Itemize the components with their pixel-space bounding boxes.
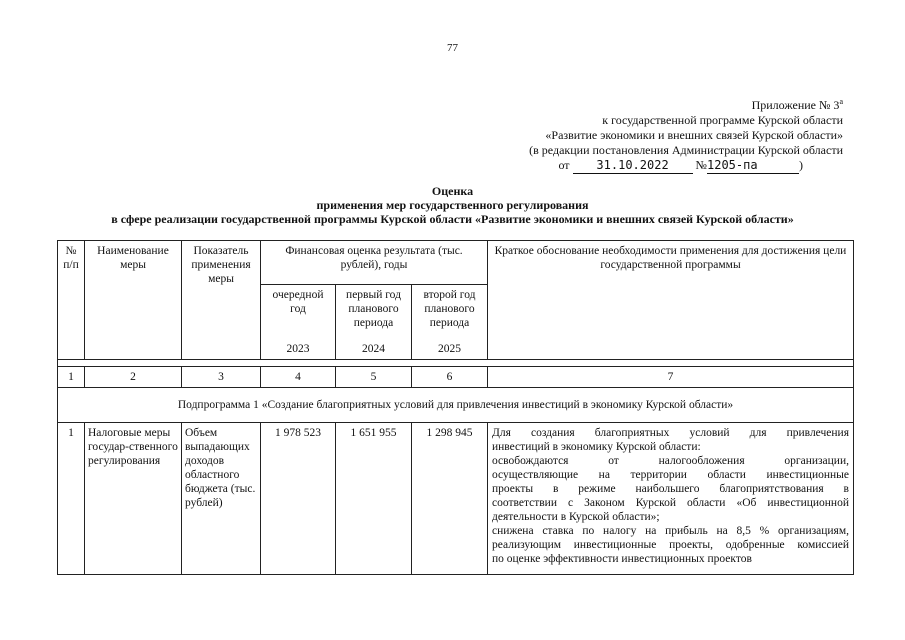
justification-line: по оценке эффективности инвестиционных проектов [492,553,752,565]
row-value-2025: 1 298 945 [412,423,488,575]
header-spacer [58,360,854,367]
resolution-number: 1205-па [707,158,799,174]
appendix-line-4: (в редакции постановления Администрации Курской области [529,143,843,157]
year-period-label: очередной год [272,289,324,315]
year-label: 2023 [286,343,310,355]
justification-line: деятельности в Курской области»; [492,511,660,523]
header-justification: Краткое обоснование необходимости применения для достижения цели государственной программы [488,241,854,360]
resolution-date: 31.10.2022 [573,158,693,174]
header-year-2024 [336,285,412,360]
row-num: 1 [58,423,85,575]
year-period-label: первый год планового периода [346,289,401,329]
subprogram-row: Подпрограмма 1 «Создание благоприятных условий для привлечения инвестиций в экономику Курской области» [58,388,854,423]
justification-line: Для создания благоприятных условий для привлечения [492,427,849,439]
row-measure-name: Налоговые меры государ-ственного регулирования [85,423,182,575]
appendix-line-3: «Развитие экономики и внешних связей Курской области» [545,128,843,142]
justification-line: освобождаются от налогообложения организации, [492,455,849,467]
header-year-2025 [412,285,488,360]
row-justification [488,423,854,575]
column-number: 6 [412,367,488,388]
header-name: Наименование меры [85,241,182,360]
justification-line: инвестиций в экономику Курской области: [492,441,701,453]
row-value-2024: 1 651 955 [336,423,412,575]
row-value-2023: 1 978 523 [261,423,336,575]
appendix-header [483,94,843,174]
column-number: 1 [58,367,85,388]
appendix-superscript: а [839,97,843,106]
appendix-title [483,94,843,113]
document-title [0,184,905,226]
year-period-label: второй год планового периода [423,289,476,329]
title-line-3: в сфере реализации государственной программы Курской области «Развитие экономики и внешних связей Курской области» [111,212,794,226]
appendix-line-2: к государственной программе Курской области [602,113,843,127]
justification-line: проекты в режиме наибольшего благоприятствования в [492,483,849,495]
title-line-1: Оценка [431,184,474,198]
justification-line: снижена ставка по налогу на прибыль на 8,5 % организациям, [492,525,849,537]
title-line-2: применения мер государственного регулирования [316,198,589,212]
column-number: 4 [261,367,336,388]
header-year-2023 [261,285,336,360]
justification-line: осуществляющие на территории области инвестиционные [492,469,849,481]
close-paren: ) [799,158,803,172]
appendix-date-number [483,158,803,174]
justification-line: реализующим инвестиционные проекты, одобренные комиссией [492,539,849,551]
table-row [58,423,854,575]
column-number: 7 [488,367,854,388]
header-finance: Финансовая оценка результата (тыс. рублей), годы [261,241,488,285]
column-number: 3 [182,367,261,388]
justification-line: соответствии с Законом Курской области «Об инвестиционной [492,497,849,509]
number-label: № [695,158,707,172]
column-number: 2 [85,367,182,388]
year-label: 2025 [438,343,461,355]
page-number: 77 [447,42,458,54]
column-number: 5 [336,367,412,388]
appendix-title-text: Приложение № 3 [751,98,840,112]
header-indicator: Показатель применения меры [182,241,261,360]
from-label: от [558,158,570,172]
year-label: 2024 [362,343,385,355]
measures-table [57,240,854,575]
row-indicator: Объем выпадающих доходов областного бюджета (тыс. рублей) [182,423,261,575]
header-num: № п/п [58,241,85,360]
